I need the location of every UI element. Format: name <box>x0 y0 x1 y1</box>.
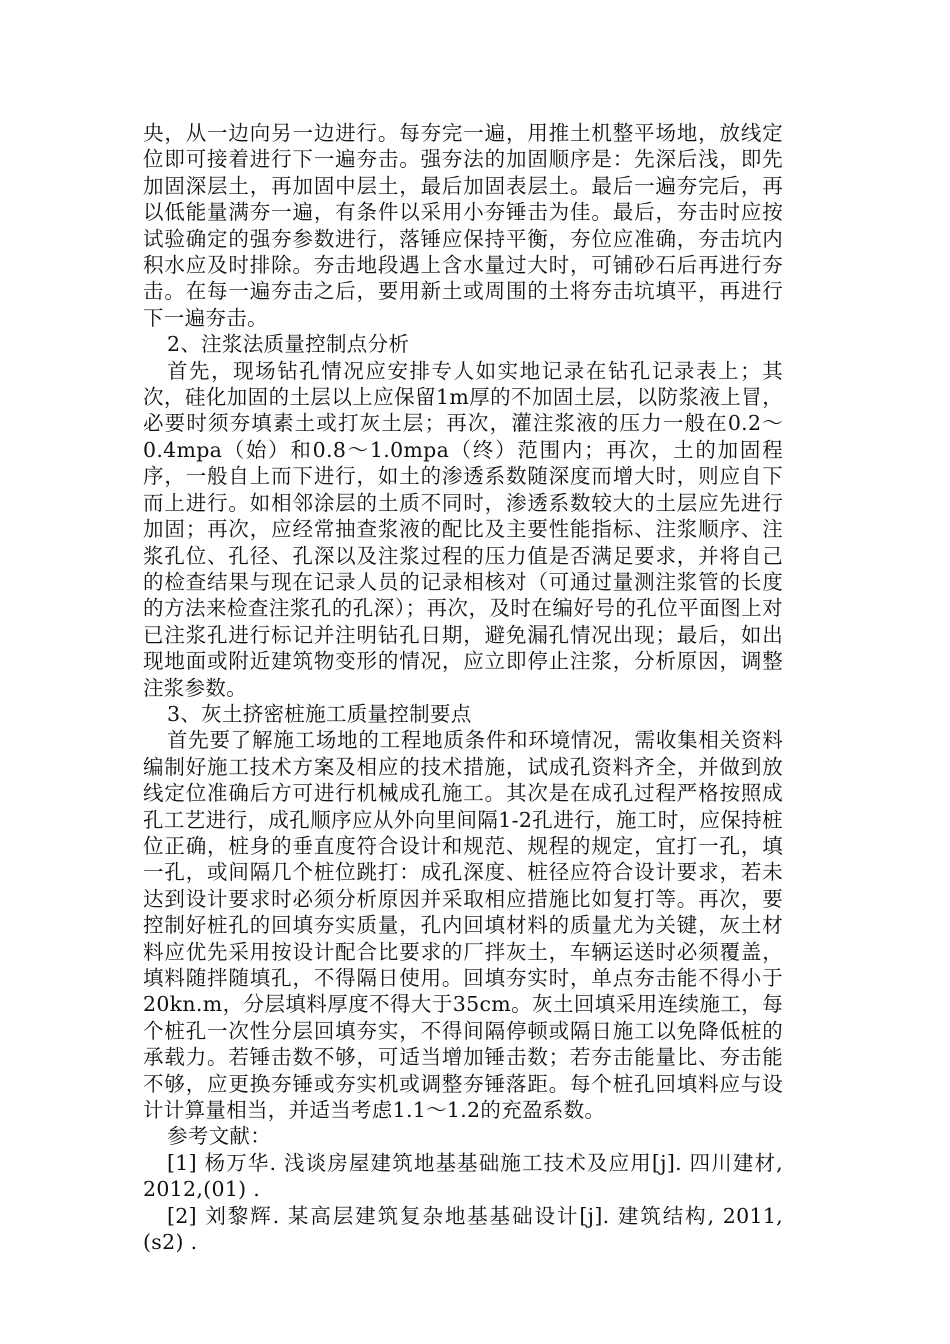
section-heading: 3、灰土挤密桩施工质量控制要点 <box>167 701 472 726</box>
reference-item: [1] 杨万华. 浅谈房屋建筑地基基础施工技术及应用[j]. 四川建材, 2012,(01) . <box>143 1150 783 1202</box>
body-paragraph: 首先，现场钻孔情况应安排专人如实地记录在钻孔记录表上；其次，硅化加固的土层以上应保留1m厚的不加固土层，以防浆液上冒，必要时须夯填素土或打灰土层；再次，灌注浆液的压力一般在0.2～0.4mpa（始）和0.8～1.0mpa（终）范围内；再次，土的加固程序，一般自上而下进行，如土的渗透系数随深度而增大时，则应自下而上进行。如相邻涂层的土质不同时，渗透系数较大的土层应先进行加固；再次，应经常抽查浆液的配比及主要性能指标、注浆顺序、注浆孔位、孔径、孔深以及注浆过程的压力值是否满足要求，并将自己的检查结果与现在记录人员的记录相核对（可通过量测注浆管的长度的方法来检查注浆孔的孔深）；再次，及时在编好号的孔位平面图上对已注浆孔进行标记并注明钻孔日期，避免漏孔情况出现；最后，如出现地面或附近建筑物变形的情况，应立即停止注浆，分析原因，调整注浆参数。 <box>143 358 783 700</box>
document-body <box>143 120 783 1255</box>
section-heading: 2、注浆法质量控制点分析 <box>167 332 410 357</box>
body-paragraph: 首先要了解施工场地的工程地质条件和环境情况，需收集相关资料编制好施工技术方案及相应的技术措施，试成孔资料齐全，并做到放线定位准确后方可进行机械成孔施工。其次是在成孔过程严格按照成孔工艺进行，成孔顺序应从外向里间隔1-2孔进行，施工时，应保持桩位正确，桩身的垂直度符合设计和规范、规程的规定，宜打一孔，填一孔，或间隔几个桩位跳打：成孔深度、桩径应符合设计要求，若未达到设计要求时必须分析原因并采取相应措施比如复打等。再次，要控制好桩孔的回填夯实质量，孔内回填材料的质量尤为关键，灰土材料应优先采用按设计配合比要求的厂拌灰土，车辆运送时必须覆盖，填料随拌随填孔，不得隔日使用。回填夯实时，单点夯击能不得小于20kn.m，分层填料厚度不得大于35cm。灰土回填采用连续施工，每个桩孔一次性分层回填夯实，不得间隔停顿或隔日施工以免降低桩的承载力。若锤击数不够，可适当增加锤击数；若夯击能量比、夯击能不够，应更换夯锤或夯实机或调整夯锤落距。每个桩孔回填料应与设计计算量相当，并适当考虑1.1～1.2的充盈系数。 <box>143 728 783 1123</box>
references-heading: 参考文献： <box>167 1124 271 1149</box>
reference-item: [2] 刘黎辉. 某高层建筑复杂地基基础设计[j]. 建筑结构, 2011,(s2) . <box>143 1203 783 1255</box>
body-paragraph: 央，从一边向另一边进行。每夯完一遍，用推土机整平场地，放线定位即可接着进行下一遍夯击。强夯法的加固顺序是：先深后浅，即先加固深层土，再加固中层土，最后加固表层土。最后一遍夯完后，再以低能量满夯一遍，有条件以采用小夯锤击为佳。最后，夯击时应按试验确定的强夯参数进行，落锤应保持平衡，夯位应准确，夯击坑内积水应及时排除。夯击地段遇上含水量过大时，可铺砂石后再进行夯击。在每一遍夯击之后，要用新土或周围的土将夯击坑填平，再进行下一遍夯击。 <box>143 121 783 330</box>
